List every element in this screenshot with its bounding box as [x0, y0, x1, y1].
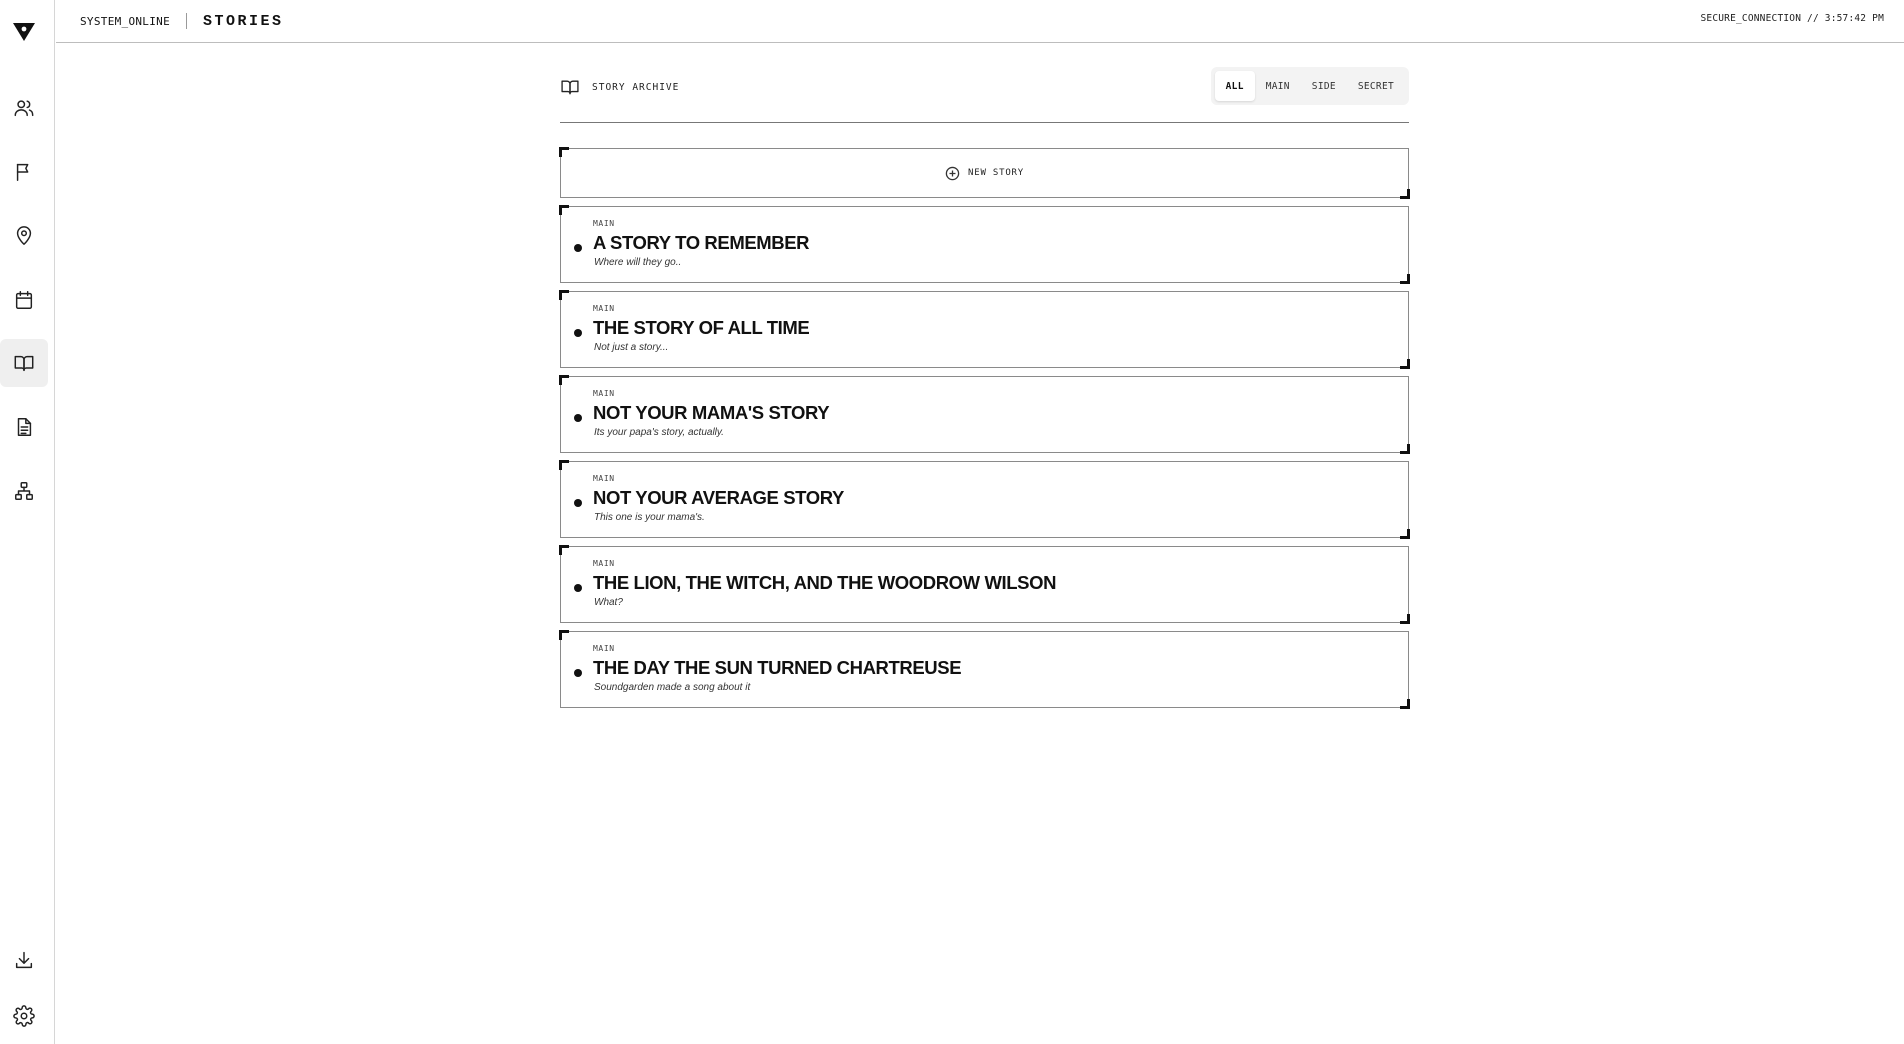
story-bullet [574, 244, 582, 252]
sidebar [0, 0, 55, 1044]
document-icon [13, 416, 35, 438]
archive-header [560, 67, 1409, 123]
corner-accent [559, 630, 569, 640]
new-story-label: NEW STORY [968, 168, 1024, 178]
story-type: MAIN [593, 219, 615, 228]
filter-all[interactable]: ALL [1215, 71, 1255, 101]
download-icon [13, 949, 35, 971]
corner-accent [559, 147, 569, 157]
story-type: MAIN [593, 474, 615, 483]
sidebar-item-stories[interactable] [0, 339, 48, 387]
story-subtitle: Not just a story... [594, 342, 669, 353]
top-bar [56, 0, 1904, 43]
connection-status: SECURE_CONNECTION // 3:57:42 PM [1700, 13, 1884, 24]
filter-tabs [1211, 67, 1409, 105]
filter-secret[interactable]: SECRET [1357, 80, 1394, 92]
hierarchy-icon [13, 480, 35, 502]
archive-label [560, 77, 679, 97]
page-title: STORIES [203, 12, 284, 30]
topbar-divider [186, 13, 187, 29]
users-icon [13, 97, 35, 119]
story-subtitle: Its your papa's story, actually. [594, 427, 724, 438]
corner-accent [1400, 274, 1410, 284]
sidebar-item-characters[interactable] [0, 84, 48, 132]
story-title: NOT YOUR AVERAGE STORY [593, 487, 844, 508]
map-pin-icon [13, 225, 35, 247]
corner-accent [1400, 614, 1410, 624]
sidebar-item-factions[interactable] [0, 148, 48, 196]
story-type: MAIN [593, 559, 615, 568]
story-title: NOT YOUR MAMA'S STORY [593, 402, 830, 423]
plus-circle-icon [945, 166, 960, 181]
corner-accent [1400, 529, 1410, 539]
calendar-icon [13, 289, 35, 311]
sidebar-item-notes[interactable] [0, 403, 48, 451]
story-subtitle: Soundgarden made a song about it [594, 682, 751, 693]
archive-title: STORY ARCHIVE [592, 81, 680, 93]
story-card[interactable] [560, 546, 1409, 623]
sidebar-item-locations[interactable] [0, 212, 48, 260]
book-open-icon [13, 352, 35, 374]
corner-accent [1400, 699, 1410, 709]
corner-accent [1400, 189, 1410, 199]
story-subtitle: Where will they go.. [594, 257, 682, 268]
filter-main[interactable]: MAIN [1265, 80, 1290, 92]
filter-side[interactable]: SIDE [1311, 80, 1336, 92]
corner-accent [559, 545, 569, 555]
story-bullet [574, 414, 582, 422]
corner-accent [1400, 444, 1410, 454]
story-bullet [574, 584, 582, 592]
system-status: SYSTEM_ONLINE [80, 14, 170, 28]
logo-icon[interactable] [10, 18, 38, 46]
sidebar-item-timeline[interactable] [0, 276, 48, 324]
corner-accent [559, 375, 569, 385]
export-button[interactable] [0, 936, 48, 984]
settings-button[interactable] [0, 992, 48, 1040]
story-type: MAIN [593, 389, 615, 398]
gear-icon [13, 1005, 35, 1027]
story-card[interactable] [560, 206, 1409, 283]
book-open-icon [560, 77, 580, 97]
story-type: MAIN [593, 644, 615, 653]
story-subtitle: This one is your mama's. [594, 512, 705, 523]
story-type: MAIN [593, 304, 615, 313]
story-title: THE STORY OF ALL TIME [593, 317, 810, 338]
corner-accent [559, 460, 569, 470]
story-subtitle: What? [594, 597, 623, 608]
corner-accent [559, 290, 569, 300]
story-bullet [574, 499, 582, 507]
flag-icon [13, 161, 35, 183]
story-bullet [574, 669, 582, 677]
story-title: THE DAY THE SUN TURNED CHARTREUSE [593, 657, 962, 678]
corner-accent [1400, 359, 1410, 369]
story-card[interactable] [560, 291, 1409, 368]
story-card[interactable] [560, 376, 1409, 453]
story-bullet [574, 329, 582, 337]
sidebar-item-relations[interactable] [0, 467, 48, 515]
story-title: THE LION, THE WITCH, AND THE WOODROW WILSON [593, 572, 1057, 593]
corner-accent [559, 205, 569, 215]
new-story-button[interactable] [560, 148, 1409, 198]
story-card[interactable] [560, 631, 1409, 708]
story-card[interactable] [560, 461, 1409, 538]
story-title: A STORY TO REMEMBER [593, 232, 810, 253]
